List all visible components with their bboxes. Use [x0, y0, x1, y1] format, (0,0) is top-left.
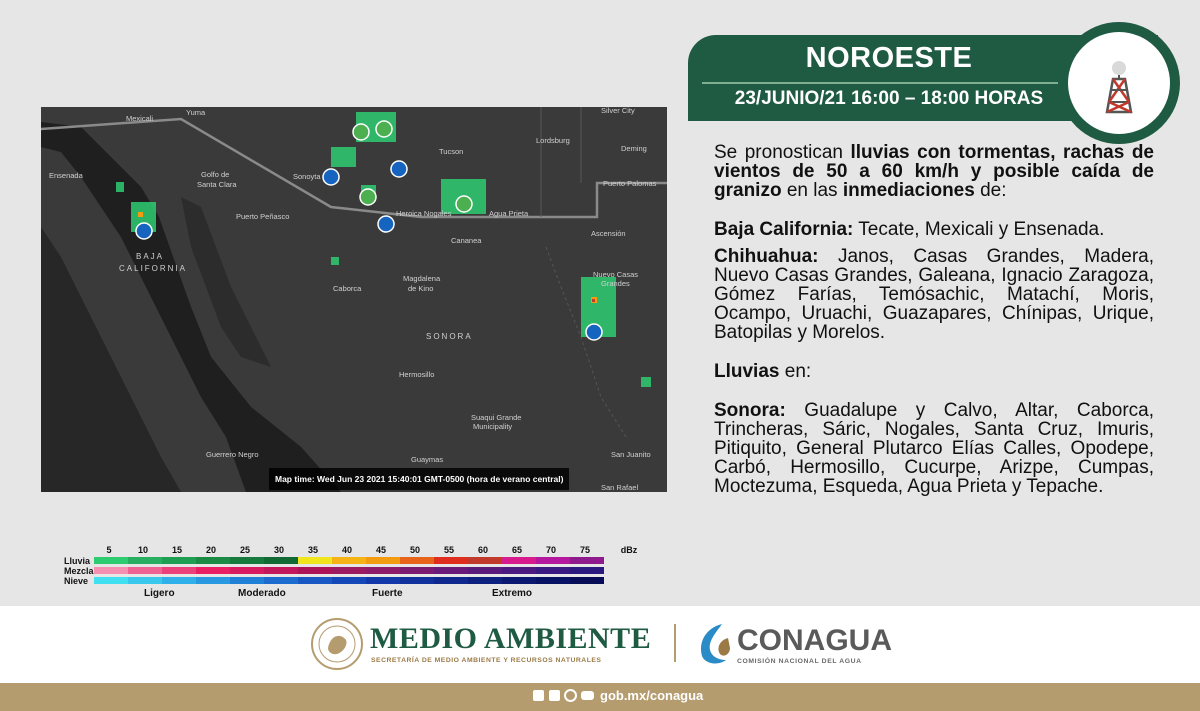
label-puerto-penasco: Puerto Peñasco — [236, 212, 290, 221]
legend-scale-value: 10 — [137, 545, 148, 555]
label-cananea: Cananea — [451, 236, 482, 245]
legend-cat-strong: Fuerte — [372, 588, 403, 599]
label-san-rafael: San Rafael — [601, 483, 639, 492]
ministry-subtitle: SECRETARÍA DE MEDIO AMBIENTE Y RECURSOS NATURALES — [371, 657, 602, 664]
legend-color-swatch — [128, 557, 162, 564]
legend-cat-moderate: Moderado — [238, 588, 286, 599]
government-seal-icon — [310, 614, 364, 679]
legend-color-swatch — [366, 557, 400, 564]
legend-color-swatch — [162, 557, 196, 564]
youtube-icon — [581, 691, 594, 700]
forecast-intro: Se pronostican lluvias con tormentas, rachas de vientos de 50 a 60 km/h y posible caída de granizo en las inmediaciones de: — [714, 142, 1154, 201]
legend-color-swatch — [298, 567, 332, 574]
radar-tower-icon — [1068, 32, 1170, 134]
website-link[interactable]: gob.mx/conagua — [600, 688, 704, 703]
legend-scale-value: 15 — [171, 545, 182, 555]
legend-color-swatch — [570, 567, 604, 574]
label-puerto-palomas: Puerto Palomas — [603, 179, 657, 188]
legend-scale-value: 5 — [106, 545, 112, 555]
footer-divider — [674, 624, 676, 662]
ministry-name: MEDIO AMBIENTE — [370, 622, 652, 655]
legend-color-swatch — [128, 567, 162, 574]
legend-color-swatch — [230, 567, 264, 574]
label-ascension: Ascensión — [591, 229, 626, 238]
legend-color-swatch — [536, 567, 570, 574]
legend-color-swatch — [434, 557, 468, 564]
forecast-text — [714, 143, 1154, 496]
legend-scale-value: 45 — [375, 545, 386, 555]
legend-scale-value: 75 — [579, 545, 590, 555]
region-title: NOROESTE — [805, 42, 973, 74]
legend-color-swatch — [502, 577, 536, 584]
legend-row-rain: Lluvia — [64, 556, 91, 566]
legend-row-mix: Mezcla — [64, 566, 94, 576]
legend-color-swatch — [570, 577, 604, 584]
legend-color-swatch — [400, 557, 434, 564]
label-silver-city: Silver City — [601, 107, 635, 115]
label-santa-clara: Santa Clara — [197, 180, 237, 189]
chihuahua-list: Chihuahua: Janos, Casas Grandes, Madera, Nuevo Casas Grandes, Galeana, Ignacio Zaragoza, Gómez Farías, Temósachic, Matachí, Moris, Ocampo, Uruachi, Guazapares, Chínipas, Urique, Batopilas y Morelos. — [714, 246, 1154, 343]
legend-color-swatch — [94, 567, 128, 574]
legend-scale-value: 55 — [443, 545, 454, 555]
label-tucson: Tucson — [439, 147, 464, 156]
legend-color-swatch — [468, 567, 502, 574]
label-guerrero-negro: Guerrero Negro — [206, 450, 259, 459]
label-california: CALIFORNIA — [119, 264, 188, 273]
legend-color-swatch — [332, 557, 366, 564]
legend-color-swatch — [264, 577, 298, 584]
legend-cat-extreme: Extremo — [492, 588, 533, 599]
legend-scale-value: 40 — [341, 545, 352, 555]
legend-scale-value: 30 — [273, 545, 284, 555]
baja-california-list: Baja California: Tecate, Mexicali y Ensenada. — [714, 219, 1105, 240]
label-deming: Deming — [621, 144, 647, 153]
legend-color-swatch — [264, 557, 298, 564]
twitter-icon — [549, 690, 560, 701]
map-canvas — [41, 107, 667, 492]
legend-scale-value: 25 — [239, 545, 250, 555]
legend-color-swatch — [468, 577, 502, 584]
legend-color-swatch — [298, 577, 332, 584]
label-sonoyta: Sonoyta — [293, 172, 321, 181]
map-time-label: Map time: Wed Jun 23 2021 15:40:01 GMT-0500 (hora de verano central) — [269, 468, 569, 490]
agency-name: CONAGUA — [737, 624, 892, 657]
legend-color-swatch — [264, 567, 298, 574]
legend-color-swatch — [196, 567, 230, 574]
legend-unit: dBz — [620, 545, 638, 555]
label-grandes: Grandes — [601, 279, 630, 288]
social-icons — [533, 689, 595, 705]
label-lordsburg: Lordsburg — [536, 136, 570, 145]
label-suaqui: Suaqui Grande — [471, 413, 522, 422]
legend-color-swatch — [94, 557, 128, 564]
label-nuevo-casas: Nuevo Casas — [593, 270, 639, 279]
legend-color-swatch — [162, 567, 196, 574]
radar-legend — [62, 545, 662, 605]
label-caborca: Caborca — [333, 284, 362, 293]
legend-scale-value: 50 — [409, 545, 420, 555]
label-magdalena: Magdalena — [403, 274, 441, 283]
legend-color-swatch — [230, 577, 264, 584]
legend-color-swatch — [94, 577, 128, 584]
legend-color-swatch — [366, 577, 400, 584]
label-baja: BAJA — [136, 252, 165, 261]
sonora-list: Sonora: Guadalupe y Calvo, Altar, Caborca, Trincheras, Sáric, Nogales, Santa Cruz, Imuris, Pitiquito, General Plutarco Elías Calles, Opodepe, Carbó, Hermosillo, Cucurpe, Arizpe, Cumpas, Moctezuma, Esqueda, Agua Prieta y Tepache. — [714, 400, 1154, 497]
legend-color-swatch — [400, 567, 434, 574]
radar-map[interactable] — [41, 107, 667, 492]
legend-scale-value: 70 — [545, 545, 556, 555]
conagua-logo-icon — [692, 620, 734, 671]
label-mexicali: Mexicali — [126, 114, 154, 123]
label-hermosillo: Hermosillo — [399, 370, 435, 379]
label-heroica-nogales: Heroica Nogales — [396, 209, 452, 218]
legend-color-swatch — [332, 567, 366, 574]
legend-color-swatch — [502, 567, 536, 574]
label-de-kino: de Kino — [408, 284, 434, 293]
label-san-juanito: San Juanito — [611, 450, 651, 459]
date-range: 23/JUNIO/21 16:00 – 18:00 HORAS — [734, 88, 1044, 109]
label-yuma: Yuma — [186, 108, 206, 117]
legend-scale-value: 35 — [307, 545, 318, 555]
legend-color-swatch — [536, 557, 570, 564]
label-ensenada: Ensenada — [49, 171, 83, 180]
instagram-icon — [565, 690, 576, 701]
label-golfo: Golfo de — [201, 170, 230, 179]
label-sonora: SONORA — [426, 332, 473, 341]
legend-color-swatch — [332, 577, 366, 584]
legend-color-swatch — [230, 557, 264, 564]
legend-color-swatch — [468, 557, 502, 564]
facebook-icon — [533, 690, 544, 701]
rain-heading: Lluvias en: — [714, 361, 812, 382]
legend-scale-value: 20 — [205, 545, 216, 555]
legend-color-swatch — [400, 577, 434, 584]
legend-color-swatch — [298, 557, 332, 564]
legend-color-swatch — [434, 567, 468, 574]
legend-row-snow: Nieve — [64, 576, 89, 586]
legend-scale-value: 60 — [477, 545, 488, 555]
legend-color-swatch — [196, 577, 230, 584]
legend-color-swatch — [570, 557, 604, 564]
legend-color-swatch — [162, 577, 196, 584]
label-guaymas: Guaymas — [411, 455, 444, 464]
legend-color-swatch — [128, 577, 162, 584]
header-divider — [702, 82, 1090, 84]
agency-subtitle: COMISIÓN NACIONAL DEL AGUA — [737, 658, 862, 665]
legend-color-swatch — [434, 577, 468, 584]
legend-color-swatch — [536, 577, 570, 584]
label-agua-prieta: Agua Prieta — [489, 209, 529, 218]
legend-color-swatch — [196, 557, 230, 564]
legend-cat-light: Ligero — [144, 588, 175, 599]
label-municipality: Municipality — [473, 422, 513, 431]
legend-scale-value: 65 — [511, 545, 522, 555]
legend-color-swatch — [366, 567, 400, 574]
legend-color-swatch — [502, 557, 536, 564]
